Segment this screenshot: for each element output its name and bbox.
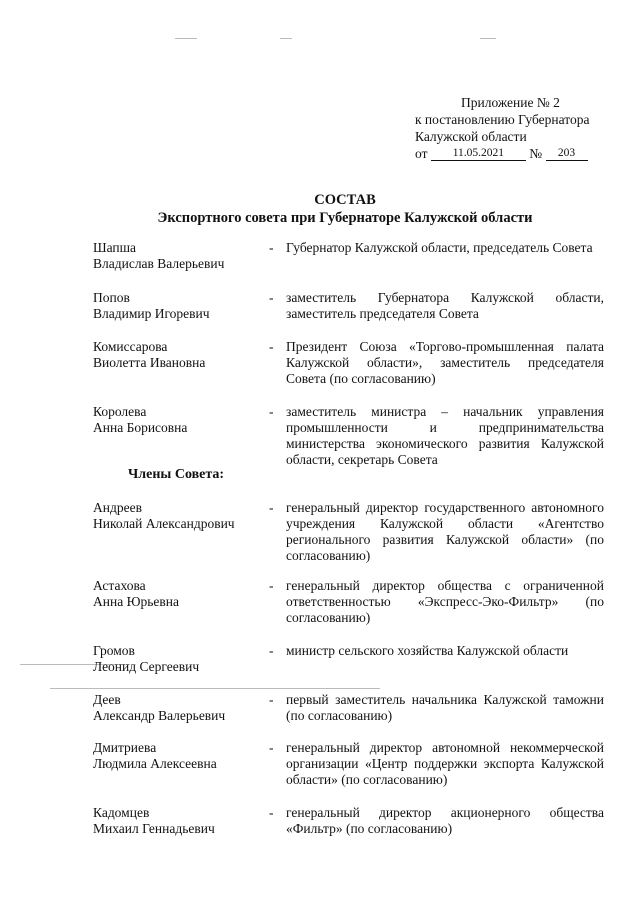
person-role: Губернатор Калужской области, председатель Совета — [286, 240, 593, 255]
person-role: генеральный директор акционерного общества «Фильтр» (по согласованию) — [286, 805, 604, 836]
separator-dash: - — [269, 643, 274, 658]
number-prefix: № — [529, 146, 543, 161]
person-name: Астахова Анна Юрьевна — [93, 578, 179, 609]
document-title: СОСТАВ — [314, 192, 376, 208]
person-name: Андреев Николай Александрович — [93, 500, 235, 531]
decree-number: 203 — [546, 147, 588, 161]
scan-artifact — [175, 38, 197, 39]
separator-dash: - — [269, 290, 274, 305]
decree-date: 11.05.2021 — [431, 147, 526, 161]
separator-dash: - — [269, 692, 274, 707]
person-role: первый заместитель начальника Калужской таможни (по согласованию) — [286, 692, 604, 723]
separator-dash: - — [269, 805, 274, 820]
appendix-decree: к постановлению Губернатора — [415, 112, 590, 127]
appendix-date-line — [415, 146, 615, 163]
separator-dash: - — [269, 740, 274, 755]
person-role: заместитель министра – начальник управления промышленности и предпринимательства министерства экономического развития Калужской области, секретарь Совета — [286, 404, 604, 467]
appendix-region: Калужской области — [415, 129, 527, 144]
scan-artifact — [480, 38, 496, 39]
person-role: заместитель Губернатора Калужской области, заместитель председателя Совета — [286, 290, 604, 321]
date-prefix: от — [415, 146, 428, 161]
person-role: генеральный директор общества с ограниченной ответственностью «Экспресс-Эко-Фильтр» (по согласованию) — [286, 578, 604, 625]
scan-artifact — [50, 688, 380, 689]
scan-artifact — [280, 38, 292, 39]
separator-dash: - — [269, 240, 274, 255]
person-role: министр сельского хозяйства Калужской области — [286, 643, 569, 658]
appendix-block — [415, 95, 615, 163]
person-role: генеральный директор автономной некоммерческой организации «Центр поддержки экспорта Калужской области» (по согласованию) — [286, 740, 604, 787]
separator-dash: - — [269, 578, 274, 593]
person-name: Королева Анна Борисовна — [93, 404, 188, 435]
separator-dash: - — [269, 404, 274, 419]
person-name: Шапша Владислав Валерьевич — [93, 240, 225, 271]
appendix-title: Приложение № 2 — [461, 95, 560, 110]
person-name: Дмитриева Людмила Алексеевна — [93, 740, 217, 771]
person-role: генеральный директор государственного автономного учреждения Калужской области «Агентство регионального развития Калужской области» (по согласованию) — [286, 500, 604, 563]
separator-dash: - — [269, 339, 274, 354]
person-role: Президент Союза «Торгово-промышленная палата Калужской области», заместитель председателя Совета (по согласованию) — [286, 339, 604, 386]
person-name: Кадомцев Михаил Геннадьевич — [93, 805, 215, 836]
person-name: Попов Владимир Игоревич — [93, 290, 210, 321]
separator-dash: - — [269, 500, 274, 515]
person-name: Комиссарова Виолетта Ивановна — [93, 339, 206, 370]
document-subtitle: Экспортного совета при Губернаторе Калужской области — [157, 210, 533, 226]
person-name: Громов Леонид Сергеевич — [93, 643, 200, 674]
members-heading: Члены Совета: — [128, 467, 225, 482]
person-name: Деев Александр Валерьевич — [93, 692, 226, 723]
